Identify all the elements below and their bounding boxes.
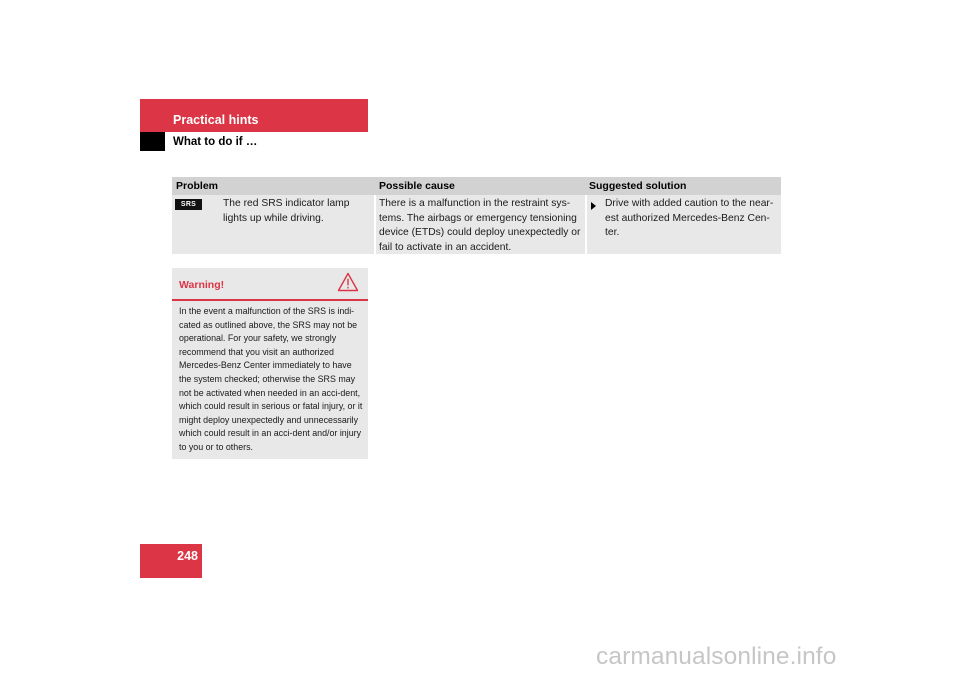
column-divider bbox=[374, 195, 376, 254]
table-header bbox=[172, 177, 781, 195]
header-possible-cause: Possible cause bbox=[379, 180, 455, 192]
cause-cell: There is a malfunction in the restraint sys-tems. The airbags or emergency tensioning device (ETDs) could deploy unexpectedly or fail to activate in an accident. bbox=[379, 198, 581, 253]
subsection-marker bbox=[140, 132, 165, 151]
warning-text: In the event a malfunction of the SRS is indi-cated as outlined above, the SRS may not be operational. For your safety, we strongly recommend that you visit an authorized Mercedes-Benz Center immediately to have the system checked; otherwise the SRS may not be activated when needed in an acci-dent, which could result in serious or fatal injury, or it might deploy unexpectedly and unnecessarily which could result in an acci-dent and/or injury to you or to others. bbox=[179, 306, 363, 452]
bullet-arrow-icon bbox=[591, 202, 596, 210]
srs-indicator-icon: SRS bbox=[175, 199, 202, 210]
column-divider bbox=[585, 195, 587, 254]
section-title: Practical hints bbox=[173, 113, 259, 127]
solution-cell: Drive with added caution to the near-est authorized Mercedes-Benz Cen-ter. bbox=[605, 198, 774, 238]
watermark: carmanualsonline.info bbox=[596, 643, 837, 670]
warning-triangle-icon bbox=[337, 272, 359, 292]
header-problem: Problem bbox=[176, 180, 219, 192]
problem-cell: The red SRS indicator lamp lights up while driving. bbox=[223, 198, 350, 224]
subsection-title: What to do if … bbox=[173, 136, 258, 148]
header-suggested-solution: Suggested solution bbox=[589, 180, 687, 192]
warning-divider bbox=[172, 299, 368, 301]
warning-title: Warning! bbox=[179, 279, 225, 291]
page-number: 248 bbox=[177, 549, 198, 563]
